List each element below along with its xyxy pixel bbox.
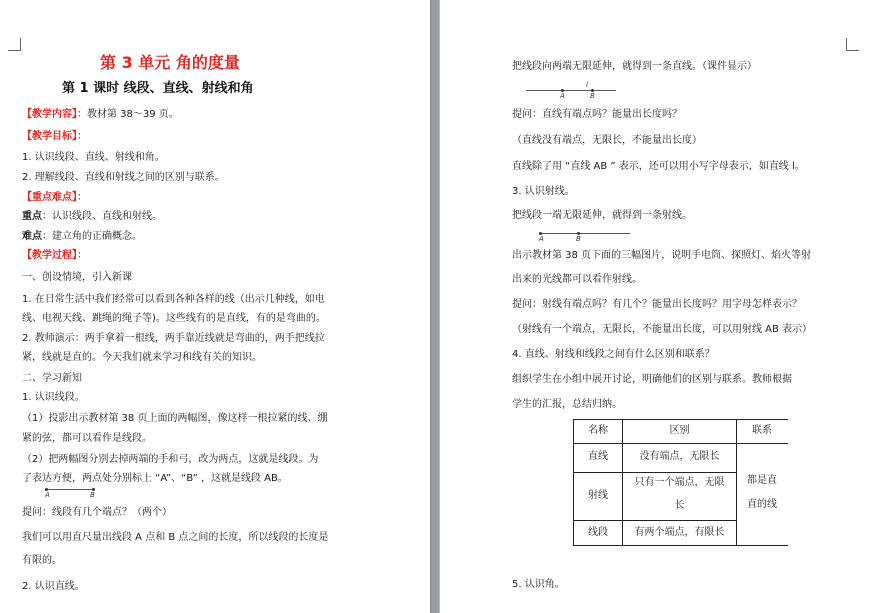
discussion-line-1: 组织学生在小组中展开讨论，明确他们的区别与联系。教师根据 (512, 374, 792, 385)
line-question: 提问：直线有端点吗？能量出长度吗？ (512, 109, 682, 120)
table-row-line-name: 直线 (588, 451, 608, 462)
key-point-text: ：认识线段、直线和射线。 (42, 211, 162, 222)
line-notation: 直线除了用 “直线 AB ” 表示，还可以用小写字母表示，如直线 l。 (512, 161, 805, 172)
ray-heading: 3. 认识射线。 (512, 186, 575, 197)
right-page (440, 0, 872, 613)
paragraph-2-line-2: 紧，线就是直的。今天我们就来学习和线有关的知识。 (22, 352, 262, 363)
teaching-goals-row (22, 130, 87, 144)
line-label-b: B (590, 92, 595, 100)
paragraph-2-line-1: 2. 教师演示：两手拿着一根线，两手靠近线就是弯曲的，两手把线拉 (22, 333, 325, 344)
goals-colon: ： (77, 131, 87, 142)
straight-line-figure (526, 90, 616, 91)
segment-label-a: A (45, 491, 50, 499)
key-difficulty-row (22, 191, 87, 205)
section-2-para-2-line-2: 了表达方便，两点处分别标上 “A”、“B” ，这就是线段 AB。 (22, 473, 288, 484)
line-extend-text: 把线段向两端无限延伸，就得到一条直线。（课件显示） (512, 61, 757, 72)
ray-example-line-2: 出来的光线都可以看作射线。 (512, 274, 642, 285)
ray-label-a: A (539, 235, 544, 243)
teaching-process-row (22, 249, 87, 263)
key-colon: ： (77, 192, 87, 203)
line-answer: （直线没有端点，无限长，不能量出长度） (512, 135, 702, 146)
crop-mark-top-right (846, 38, 859, 51)
table-row-ray-name: 射线 (588, 490, 608, 501)
goal-1: 1. 认识线段、直线、射线和角。 (22, 152, 165, 163)
goal-2: 2. 理解线段、直线和射线之间的区别与联系。 (22, 172, 225, 183)
table-relation-line-1: 都是直 (747, 475, 777, 486)
ray-extend-text: 把线段一端无限延伸，就得到一条射线。 (512, 210, 692, 221)
table-row-segment-name: 线段 (588, 527, 608, 538)
section-1-heading: 一、创设情境，引入新课 (22, 272, 132, 283)
crop-mark-top-left (8, 38, 21, 51)
teaching-process-label: 【教学过程】 (22, 250, 77, 261)
segment-ab-figure (46, 489, 94, 490)
comparison-heading: 4. 直线、射线和线段之间有什么区别和联系？ (512, 349, 715, 360)
lesson-title: 第 3 单元 角的度量 (100, 53, 240, 72)
teaching-content-label: 【教学内容】 (22, 109, 77, 120)
table-row-line-diff: 没有端点，无限长 (639, 451, 720, 462)
table-row-ray-diff-2: 长 (674, 500, 685, 511)
section-2-para-2-line-1: （2）把两幅图分别去掉两端的手和弓，改为两点，这就是线段。为 (22, 454, 319, 465)
paragraph-3-line-2: 有限的。 (22, 555, 62, 566)
key-point-label: 重点 (22, 211, 42, 222)
teaching-goals-label: 【教学目标】 (22, 131, 77, 142)
ray-example-line-1: 出示教材第 38 页下面的三幅图片，说明手电筒、探照灯、焰火等射 (512, 250, 812, 261)
lesson-subtitle: 第 1 课时 线段、直线、射线和角 (62, 81, 254, 96)
table-header-difference: 区别 (669, 425, 690, 436)
teaching-content-row (22, 108, 179, 122)
table-header-name: 名称 (588, 425, 608, 436)
page-gutter (430, 0, 440, 613)
table-row-ray-diff-1: 只有一个端点，无限 (634, 477, 725, 488)
segment-label-b: B (90, 491, 95, 499)
table-header-relation: 联系 (752, 425, 772, 436)
process-colon: ： (77, 250, 87, 261)
discussion-line-2: 学生的汇报，总结归纳。 (512, 399, 622, 410)
ray-answer: （射线有一个端点，无限长，不能量出长度，可以用射线 AB 表示） (512, 324, 813, 335)
difficulty-row (22, 230, 142, 244)
section-2-para-1-line-2: 紧的弦，都可以看作是线段。 (22, 433, 152, 444)
teaching-content-text: ：教材第 38～39 页。 (77, 109, 179, 120)
difficulty-label: 难点 (22, 231, 42, 242)
key-difficulty-label: 【重点难点】 (22, 192, 77, 203)
section-2-item-1: 1. 认识线段。 (22, 392, 85, 403)
paragraph-1-line-1: 1. 在日常生活中我们经常可以看到各种各样的线（出示几种线，如电 (22, 294, 325, 305)
difficulty-text: ：建立角的正确概念。 (42, 231, 142, 242)
angle-heading: 5. 认识角。 (512, 579, 565, 590)
table-relation-line-2: 直的线 (747, 499, 777, 510)
table-row-segment-diff: 有两个端点，有限长 (634, 527, 725, 538)
paragraph-3-line-1: 我们可以用直尺量出线段 A 点和 B 点之间的长度，所以线段的长度是 (22, 532, 329, 543)
ray-label-b: B (576, 235, 581, 243)
left-page (0, 0, 430, 613)
line-label-a: A (560, 92, 565, 100)
line-label-l: l (586, 81, 588, 89)
ray-question: 提问：射线有端点吗？有几个？能量出长度吗？用字母怎样表示？ (512, 299, 802, 310)
key-point-row (22, 210, 162, 224)
section-2-item-2: 2. 认识直线。 (22, 581, 85, 592)
section-2-para-1-line-1: （1）投影出示教材第 38 页上面的两幅图，像这样一根拉紧的线、绷 (22, 413, 328, 424)
paragraph-1-line-2: 线、电视天线、跳绳的绳子等)。这些线有的是直线，有的是弯曲的。 (22, 313, 326, 324)
ray-figure (540, 233, 630, 234)
section-2-heading: 二、学习新知 (22, 373, 82, 384)
question-endpoints: 提问：线段有几个端点？（两个） (22, 507, 172, 518)
